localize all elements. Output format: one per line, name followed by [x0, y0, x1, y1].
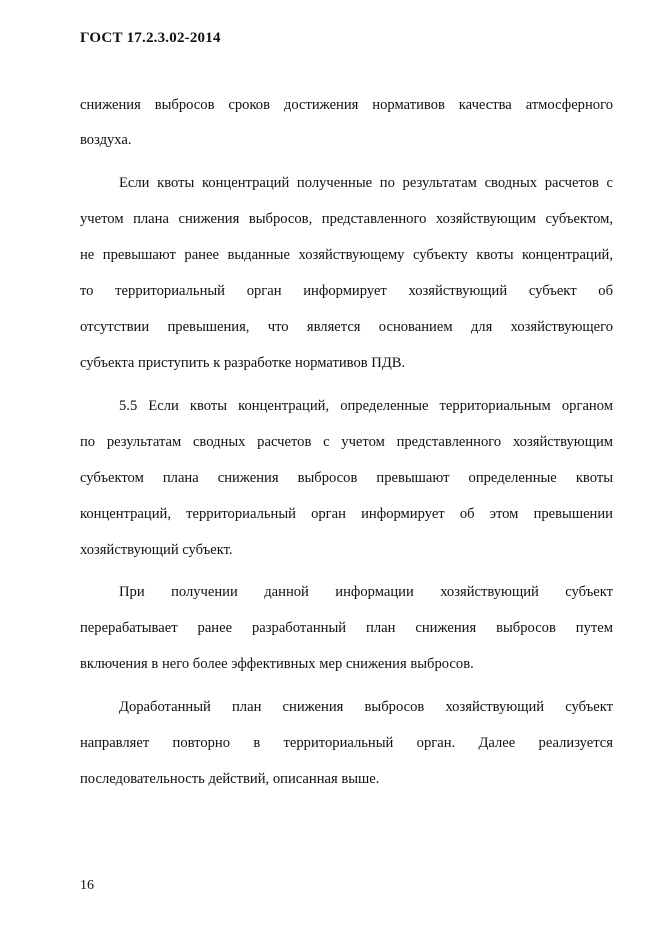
text-line: концентраций, территориальный орган информирует об этом превышении [80, 506, 613, 522]
text-line: то территориальный орган информирует хозяйствующий субъект об [80, 283, 613, 299]
text-line: последовательность действий, описанная выше. [80, 771, 380, 787]
text-line: Доработанный план снижения выбросов хозяйствующий субъект [119, 699, 613, 715]
text-line: Если квоты концентраций полученные по результатам сводных расчетов с [119, 175, 613, 191]
text-line: субъекта приступить к разработке нормативов ПДВ. [80, 355, 406, 371]
page-number: 16 [80, 878, 94, 893]
text-line: направляет повторно в территориальный орган. Далее реализуется [80, 735, 613, 751]
text-line: по результатам сводных расчетов с учетом представленного хозяйствующим [80, 434, 613, 450]
text-line: 5.5 Если квоты концентраций, определенные территориальным органом [119, 398, 613, 414]
text-line: перерабатывает ранее разработанный план снижения выбросов путем [80, 620, 613, 636]
text-line: При получении данной информации хозяйствующий субъект [119, 584, 613, 600]
text-line: включения в него более эффективных мер снижения выбросов. [80, 656, 474, 672]
text-line: снижения выбросов сроков достижения нормативов качества атмосферного [80, 97, 613, 113]
text-line: не превышают ранее выданные хозяйствующему субъекту квоты концентраций, [80, 247, 613, 263]
text-line: воздуха. [80, 132, 132, 148]
text-line: хозяйствующий субъект. [80, 542, 233, 558]
text-line: учетом плана снижения выбросов, представленного хозяйствующим субъектом, [80, 211, 613, 227]
text-line: отсутствии превышения, что является основанием для хозяйствующего [80, 319, 613, 335]
document-header: ГОСТ 17.2.3.02-2014 [80, 30, 221, 46]
text-line: субъектом плана снижения выбросов превышают определенные квоты [80, 470, 613, 486]
